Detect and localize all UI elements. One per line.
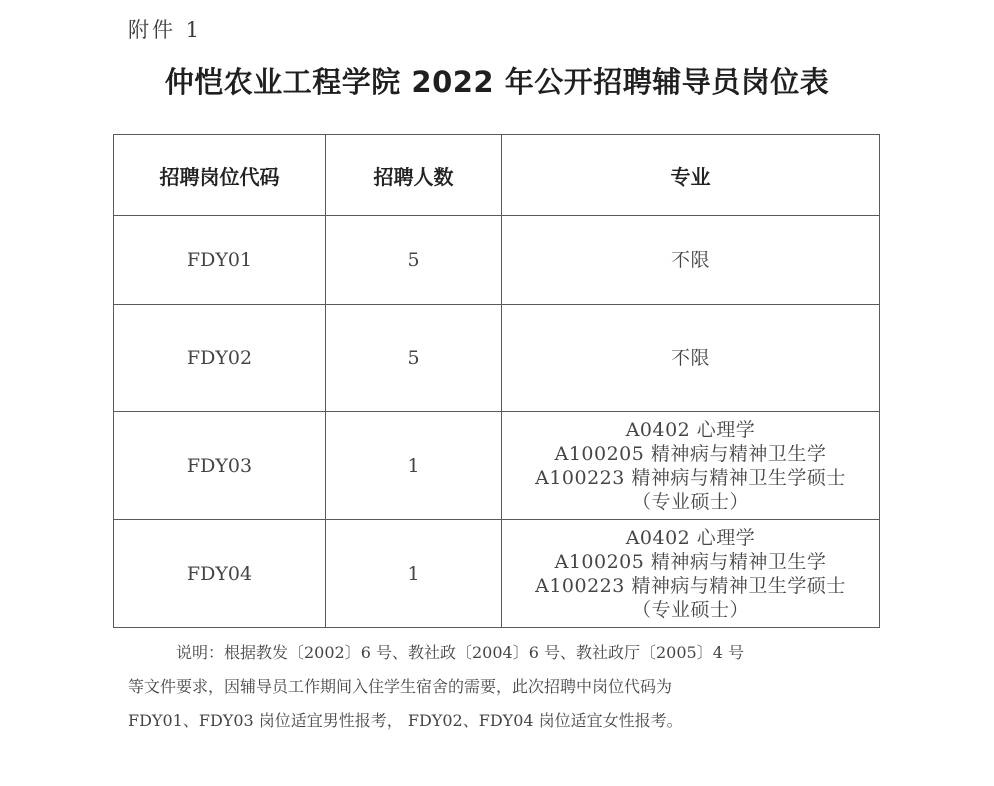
recruitment-position-table (113, 134, 880, 628)
header-position-code: 招聘岗位代码 (114, 135, 326, 216)
major-cell (502, 216, 880, 305)
major-cell (502, 520, 880, 628)
table-row (114, 216, 880, 305)
recruit-count-cell: 5 (326, 305, 502, 412)
recruit-count-cell: 1 (326, 412, 502, 520)
position-code-cell: FDY01 (114, 216, 326, 305)
major-line: 不限 (670, 347, 710, 369)
position-code-cell: FDY04 (114, 520, 326, 628)
recruit-count-cell: 5 (326, 216, 502, 305)
explanation-notes (128, 636, 868, 738)
major-line: A0402 心理学 (625, 526, 756, 549)
major-cell (502, 305, 880, 412)
note-line: FDY01、FDY03 岗位适宜男性报考， FDY02、FDY04 岗位适宜女性报考。 (128, 711, 683, 730)
note-line: 说明：根据教发〔2002〕6 号、教社政〔2004〕6 号、教社政厅〔2005〕4 号 (176, 643, 744, 662)
table-row (114, 305, 880, 412)
header-major: 专业 (502, 135, 880, 216)
major-cell (502, 412, 880, 520)
table-row (114, 412, 880, 520)
major-line: A0402 心理学 (625, 418, 756, 441)
major-line: A100223 精神病与精神卫生学硕士 (535, 574, 846, 597)
major-line: （专业硕士） (631, 598, 749, 621)
major-line: A100205 精神病与精神卫生学 (554, 550, 827, 573)
major-line: A100205 精神病与精神卫生学 (554, 442, 827, 465)
attachment-label: 附件 1 (128, 18, 203, 42)
position-code-cell: FDY03 (114, 412, 326, 520)
table-header-row (114, 135, 880, 216)
major-line: 不限 (670, 249, 710, 271)
recruit-count-cell: 1 (326, 520, 502, 628)
page-title: 仲恺农业工程学院 2022 年公开招聘辅导员岗位表 (164, 65, 830, 99)
table-row (114, 520, 880, 628)
major-line: （专业硕士） (631, 490, 749, 513)
position-code-cell: FDY02 (114, 305, 326, 412)
header-recruit-count: 招聘人数 (326, 135, 502, 216)
major-line: A100223 精神病与精神卫生学硕士 (535, 466, 846, 489)
note-line: 等文件要求，因辅导员工作期间入住学生宿舍的需要，此次招聘中岗位代码为 (128, 677, 673, 696)
